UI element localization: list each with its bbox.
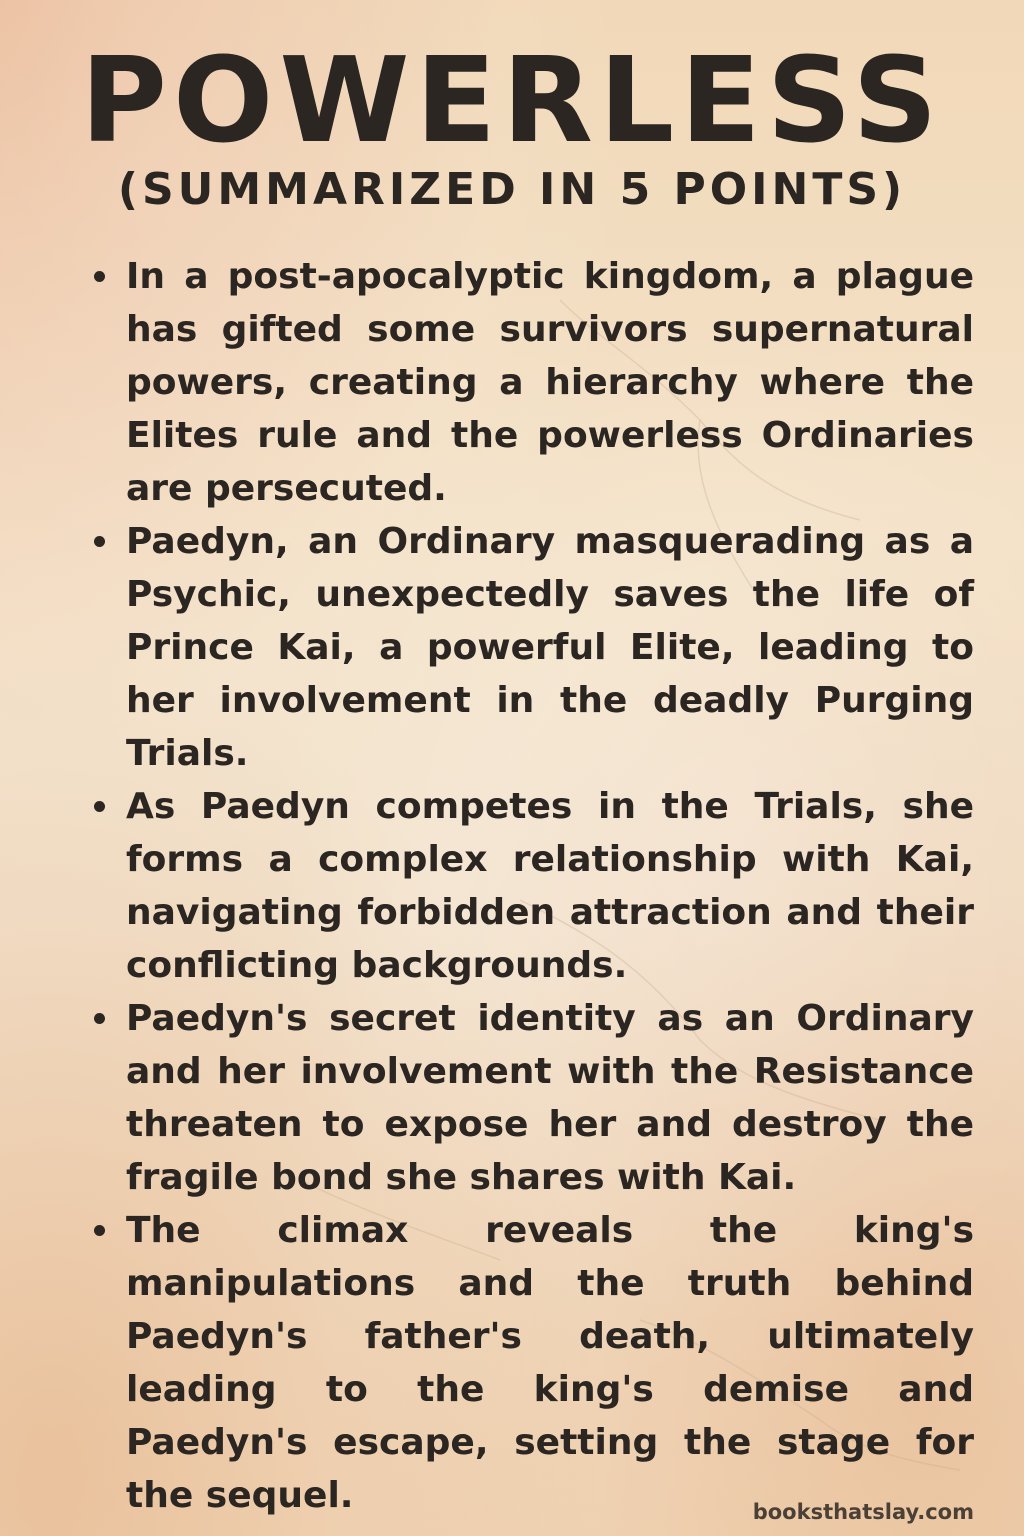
list-item	[90, 1204, 974, 1522]
list-item	[90, 780, 974, 992]
bullet-icon	[94, 536, 105, 547]
point-text: As Paedyn competes in the Trials, she forms a complex relationship with Kai, navigating forbidden attraction and their conflicting backgrounds.	[126, 786, 974, 986]
source-credit: booksthatslay.com	[752, 1500, 974, 1524]
point-text: In a post-apocalyptic kingdom, a plague has gifted some survivors supernatural powers, creating a hierarchy where the Elites rule and the powerless Ordinaries are persecuted.	[126, 256, 974, 509]
point-text: The climax reveals the king's manipulations and the truth behind Paedyn's father's death, ultimately leading to the king's demise and Paedyn's escape, setting the stage for the sequel.	[126, 1210, 974, 1516]
point-text: Paedyn, an Ordinary masquerading as a Psychic, unexpectedly saves the life of Prince Kai, a powerful Elite, leading to her involvement in the deadly Purging Trials.	[126, 521, 974, 774]
bullet-icon	[94, 801, 105, 812]
list-item	[90, 250, 974, 515]
bullet-icon	[94, 1013, 105, 1024]
bullet-icon	[94, 1225, 105, 1236]
point-text: Paedyn's secret identity as an Ordinary and her involvement with the Resistance threaten to expose her and destroy the fragile bond she shares with Kai.	[126, 998, 974, 1198]
bullet-icon	[94, 271, 105, 282]
list-item	[90, 992, 974, 1204]
page-subtitle: (SUMMARIZED IN 5 POINTS)	[117, 164, 907, 215]
list-item	[90, 515, 974, 780]
page-title: POWERLESS	[80, 31, 944, 169]
summary-points-list	[90, 250, 974, 1522]
